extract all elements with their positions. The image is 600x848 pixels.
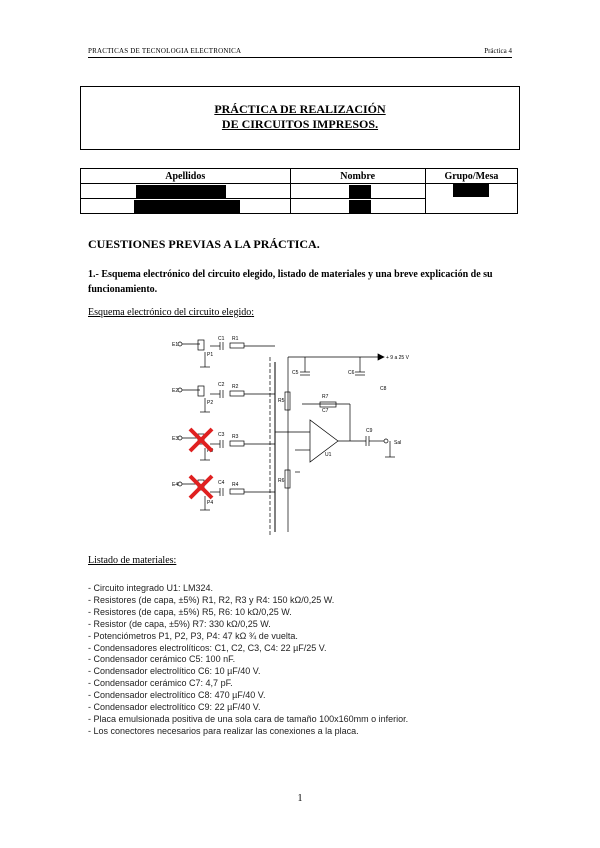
svg-text:R2: R2: [232, 384, 239, 390]
list-item: - Condensador electrolítico C6: 10 µF/40 V.: [88, 666, 261, 677]
col-apellidos: Apellidos: [81, 169, 291, 184]
apellidos-cell-2: [81, 199, 291, 214]
svg-text:E3: E3: [172, 436, 179, 442]
col-grupo: Grupo/Mesa: [425, 169, 517, 184]
materials-label: Listado de materiales:: [88, 555, 177, 566]
title-box: [80, 86, 520, 150]
svg-text:R7: R7: [322, 394, 329, 400]
svg-text:E1: E1: [172, 342, 179, 348]
list-item: - Los conectores necesarios para realizar las conexiones a la placa.: [88, 725, 359, 736]
list-item: - Condensador electrolítico C8: 470 µF/40 V.: [88, 690, 266, 701]
nombre-cell-1: [290, 184, 425, 199]
svg-text:U1: U1: [325, 452, 332, 458]
list-item: - Resistores (de capa, ±5%) R5, R6: 10 kΩ/0,25 W.: [88, 606, 292, 617]
nombre-cell-2: [290, 199, 425, 214]
svg-text:R4: R4: [232, 482, 239, 488]
svg-text:C7: C7: [322, 408, 329, 414]
svg-text:C4: C4: [218, 480, 225, 486]
svg-text:Sal: Sal: [394, 440, 402, 446]
redaction-block: [349, 200, 371, 213]
redaction-block: [136, 185, 226, 198]
title-line-2: DE CIRCUITOS IMPRESOS.: [221, 117, 379, 131]
svg-text:R3: R3: [232, 434, 239, 440]
header-rule: [88, 57, 512, 58]
svg-text:R1: R1: [232, 336, 239, 342]
col-nombre: Nombre: [290, 169, 425, 184]
circuit-schematic: [170, 332, 430, 547]
svg-text:P2: P2: [207, 400, 214, 406]
svg-text:C3: C3: [218, 432, 225, 438]
list-item: - Condensadores electrolíticos: C1, C2, C3, C4: 22 µF/25 V.: [88, 642, 327, 653]
svg-text:P1: P1: [207, 352, 214, 358]
svg-text:C6: C6: [348, 370, 355, 376]
list-item: - Circuito integrado U1: LM324.: [88, 583, 214, 593]
apellidos-cell-1: [81, 184, 291, 199]
list-item: - Resistor (de capa, ±5%) R7: 330 kΩ/0,25 W.: [88, 618, 271, 629]
redaction-block: [453, 184, 489, 197]
svg-text:C5: C5: [292, 370, 299, 376]
page-header-right: Práctica 4: [484, 47, 512, 55]
list-item: - Condensador electrolítico C9: 22 µF/40 V.: [88, 702, 261, 713]
list-item: - Potenciómetros P1, P2, P3, P4: 47 kΩ ¾ de vuelta.: [88, 630, 298, 641]
redaction-block: [134, 200, 240, 213]
svg-text:R5: R5: [278, 398, 285, 404]
svg-text:P4: P4: [207, 500, 214, 506]
opamp-symbol: [310, 420, 338, 462]
materials-list: [88, 583, 408, 738]
list-item: - Resistores (de capa, ±5%) R1, R2, R3 y R4: 150 kΩ/0,25 W.: [88, 594, 335, 605]
svg-text:C1: C1: [218, 336, 225, 342]
input-channel-2: [178, 386, 275, 412]
list-item: - Condensador cerámico C5: 100 nF.: [88, 654, 236, 665]
vcc-label: + 9 a 25 V: [386, 355, 409, 361]
svg-text:C9: C9: [366, 428, 373, 434]
svg-text:C2: C2: [218, 382, 225, 388]
schematic-label: Esquema electrónico del circuito elegido:: [88, 307, 255, 318]
title-line-1: PRÁCTICA DE REALIZACIÓN: [214, 102, 386, 116]
svg-text:P3: P3: [207, 448, 214, 454]
student-info-table: [80, 168, 518, 214]
grupo-cell: [425, 184, 517, 214]
question-1: 1.- Esquema electrónico del circuito elegido, listado de materiales y una breve explicación de su funcionamiento.: [88, 269, 493, 295]
list-item: - Condensador cerámico C7: 4,7 pF.: [88, 678, 233, 689]
svg-text:E4: E4: [172, 482, 179, 488]
section-heading: CUESTIONES PREVIAS A LA PRÁCTICA.: [88, 237, 320, 251]
svg-text:C8: C8: [380, 386, 387, 392]
page-header-left: PRACTICAS DE TECNOLOGIA ELECTRONICA: [88, 47, 242, 55]
svg-text:E2: E2: [172, 388, 179, 394]
list-item: - Placa emulsionada positiva de una sola cara de tamaño 100x160mm o inferior.: [88, 713, 409, 724]
page-number: 1: [297, 793, 303, 804]
redaction-block: [349, 185, 371, 198]
cross-out-mark: [190, 429, 212, 498]
svg-text:R6: R6: [278, 478, 285, 484]
input-channel-1: [178, 340, 275, 367]
